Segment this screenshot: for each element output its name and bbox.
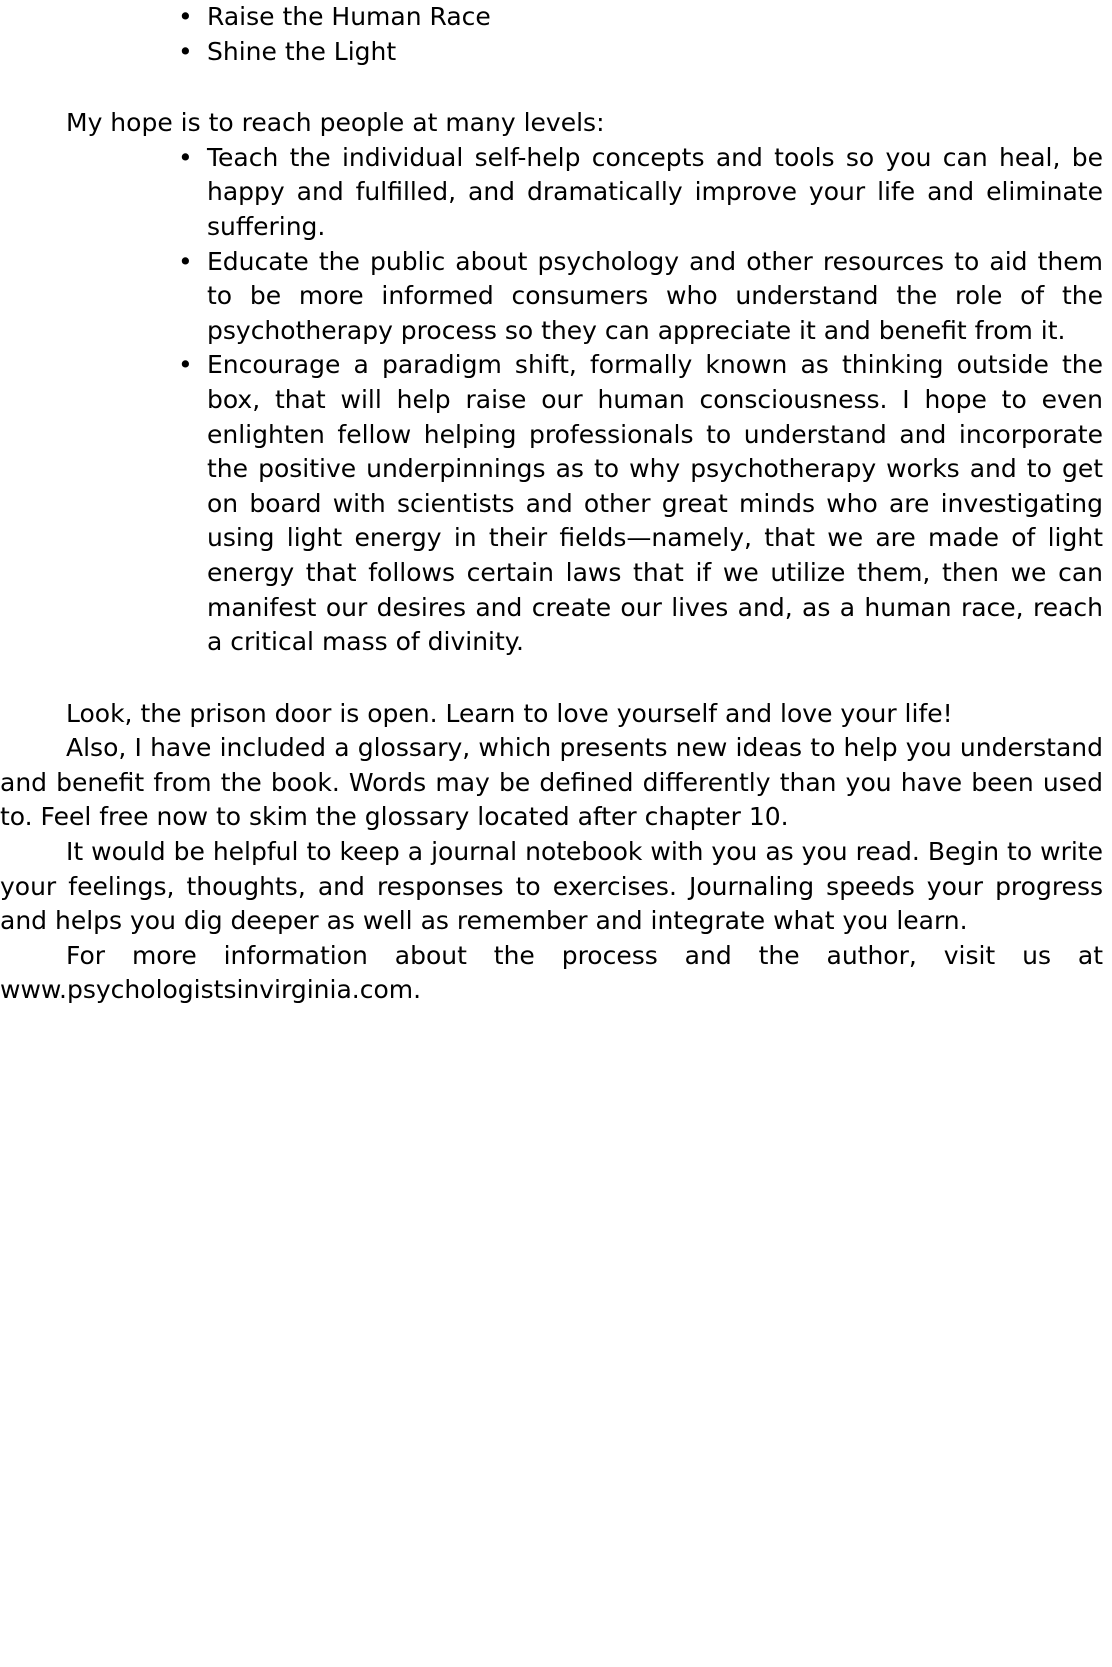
bullet-icon: •: [178, 142, 193, 172]
body-paragraph: It would be helpful to keep a journal notebook with you as you read. Begin to write your feelings, thoughts, and responses to exercises. Journaling speeds your progress and helps you dig deeper as well as remember and integrate what you learn.: [0, 837, 1103, 936]
intro-paragraph: My hope is to reach people at many levels:: [66, 108, 605, 138]
bullet-icon: •: [178, 2, 193, 31]
list-item: [0, 348, 1103, 659]
list-item-text: Encourage a paradigm shift, formally known as thinking outside the box, that will help raise our human consciousness. I hope to even enlighten fellow helping professionals to understand and incorporate the positive underpinnings as to why psychotherapy works and to get on board with scientists and other great minds who are investigating using light energy in their fields—namely, that we are made of light energy that follows certain laws that if we utilize them, then we can manifest our desires and create our lives and, as a human race, reach a critical mass of divinity.: [207, 350, 1103, 657]
list-item: [0, 141, 1103, 245]
bullet-icon: •: [178, 36, 193, 66]
list-item-text: Educate the public about psychology and other resources to aid them to be more informed consumers who understand the role of the psychotherapy process so they can appreciate it and benefit from it.: [207, 246, 1103, 345]
bullet-icon: •: [178, 350, 193, 380]
body-paragraph: For more information about the process and the author, visit us at www.psychologistsinvirginia.com.: [0, 940, 1103, 1005]
body-paragraph: Also, I have included a glossary, which presents new ideas to help you understand and benefit from the book. Words may be defined differently than you have been used to. Feel free now to skim the glossary located after chapter 10.: [0, 733, 1103, 832]
bullet-icon: •: [178, 246, 193, 276]
body-paragraphs: [0, 697, 1103, 1008]
levels-bullet-list: [0, 141, 1103, 660]
top-bullet-list: [0, 0, 1103, 69]
list-item-text: Shine the Light: [207, 36, 397, 66]
list-item: [0, 35, 1103, 70]
list-item-text: Teach the individual self-help concepts and tools so you can heal, be happy and fulfilled, and dramatically improve your life and eliminate suffering.: [207, 142, 1103, 241]
list-item: [0, 0, 1103, 35]
list-item-text: Raise the Human Race: [207, 2, 491, 31]
body-paragraph: Look, the prison door is open. Learn to love yourself and love your life!: [66, 698, 953, 728]
list-item: [0, 245, 1103, 349]
